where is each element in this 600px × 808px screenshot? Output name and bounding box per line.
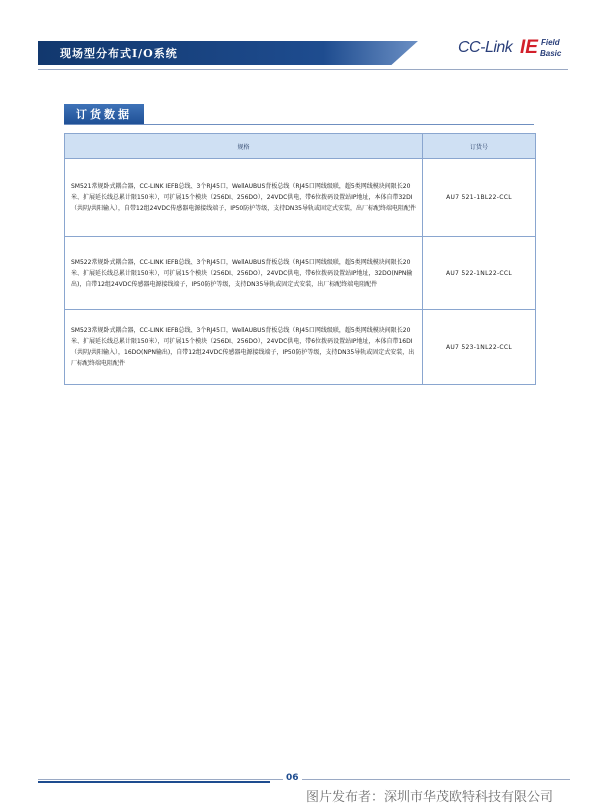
spec-cell: SM523常规卧式耦合器，CC-LINK IEFB总线、3个RJ45口，WellAUBUS背板总线（RJ45口网线级联，超5类网线模块间限长20米、扩展延长线总累计限150米），可扩展15个模块（256DI、256DO），24VDC供电，带6位拨码设置站IP地址，本体自带16DI（共阴/共阳输入），16DO(NPN输出)，自带12组24VDC传感器电源接线端子，IP50防护等级，支持DN35导轨或固定式安装，出厂标配终端电阻配件 (65, 310, 423, 385)
logo-basic-text: Basic (540, 49, 562, 58)
footer-accent-line (38, 781, 270, 783)
column-header-spec: 规格 (65, 134, 423, 159)
order-number-cell: AU7 521-1BL22-CCL (423, 159, 536, 237)
section-title: 订货数据 (64, 104, 144, 124)
section-divider (64, 124, 534, 125)
cc-link-ie-field-basic-logo (458, 36, 568, 70)
logo-ie-text: IE (520, 37, 538, 58)
spec-cell: SM521常规卧式耦合器，CC-LINK IEFB总线、3个RJ45口，WellAUBUS背板总线（RJ45口网线级联，超5类网线模块间限长20米、扩展延长线总累计限150米），可扩展15个模块（256DI、256DO），24VDC供电，带6位拨码设置站IP地址，本体自带32DI（共阴/共阳输入），自带12组24VDC传感器电源接线端子，IP50防护等级，支持DN35导轨或固定式安装，出厂标配终端电阻配件 (65, 159, 423, 237)
publisher-watermark: 图片发布者：深圳市华茂欧特科技有限公司 (306, 790, 554, 805)
column-header-order-no: 订货号 (423, 134, 536, 159)
table-row (65, 159, 536, 237)
table-row (65, 310, 536, 385)
logo-cc-link-text: CC-Link (458, 39, 513, 56)
header-divider (38, 69, 568, 70)
table-header-row (65, 134, 536, 159)
order-number-cell: AU7 522-1NL22-CCL (423, 237, 536, 310)
order-data-table (64, 133, 536, 385)
spec-cell: SM522常规卧式耦合器，CC-LINK IEFB总线、3个RJ45口，WellAUBUS背板总线（RJ45口网线级联，超5类网线模块间限长20米、扩展延长线总累计限150米），可扩展15个模块（256DI、256DO），24VDC供电，带6位拨码设置站IP地址，32DO(NPN输出)，自带12组24VDC传感器电源接线端子，IP50防护等级，支持DN35导轨或固定式安装，出厂标配终端电阻配件 (65, 237, 423, 310)
footer-divider (38, 779, 570, 780)
logo-field-text: Field (541, 38, 560, 47)
header-title: 现场型分布式I/O系统 (60, 47, 178, 60)
page-number: 06 (283, 773, 302, 783)
order-number-cell: AU7 523-1NL22-CCL (423, 310, 536, 385)
table-row (65, 237, 536, 310)
